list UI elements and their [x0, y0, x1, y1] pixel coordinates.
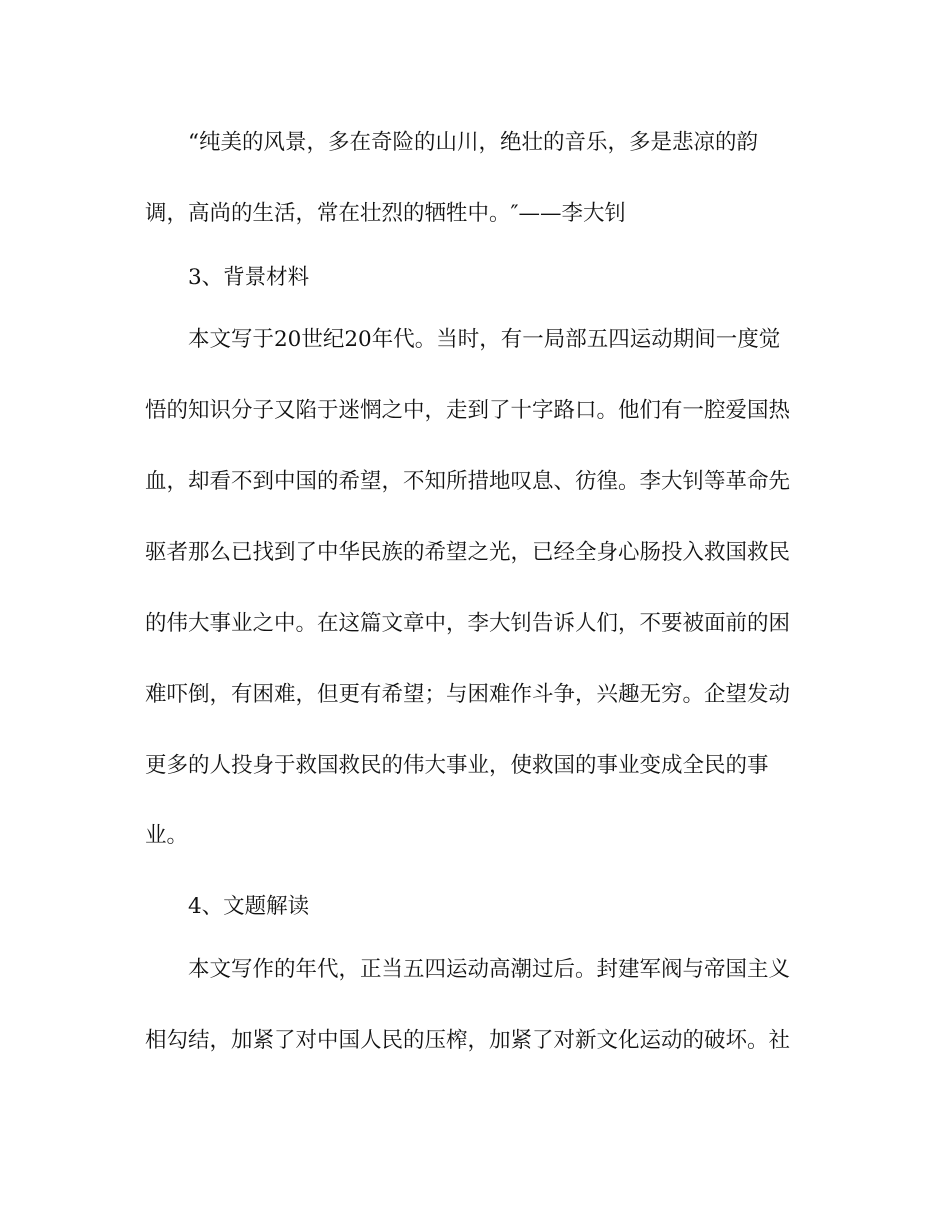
paragraph-line: 相勾结，加紧了对中国人民的压榨，加紧了对新文化运动的破坏。社: [145, 1028, 791, 1053]
paragraph-line: 的伟大事业之中。在这篇文章中，李大钊告诉人们，不要被面前的困: [145, 611, 791, 636]
paragraph-line: 本文写作的年代，正当五四运动高潮过后。封建军阀与帝国主义: [188, 957, 791, 982]
paragraph-line: 业。: [145, 823, 189, 848]
paragraph-line: 血，却看不到中国的希望，不知所措地叹息、彷徨。李大钊等革命先: [145, 469, 791, 494]
paragraph-line: 难吓倒，有困难，但更有希望；与困难作斗争，兴趣无穷。企望发动: [145, 682, 791, 707]
section-heading-title-reading: 4、文题解读: [188, 894, 310, 919]
section-heading-background: 3、背景材料: [188, 265, 310, 290]
paragraph-line: 本文写于20世纪20年代。当时，有一局部五四运动期间一度觉: [188, 327, 781, 352]
quote-line-1: “纯美的风景，多在奇险的山川，绝壮的音乐，多是悲凉的韵: [188, 130, 758, 155]
paragraph-line: 更多的人投身于救国救民的伟大事业，使救国的事业变成全民的事: [145, 753, 769, 778]
quote-line-2: 调，高尚的生活，常在壮烈的牺牲中。″——李大钊: [145, 201, 627, 226]
paragraph-line: 驱者那么已找到了中华民族的希望之光，已经全身心肠投入救国救民: [145, 540, 791, 565]
paragraph-line: 悟的知识分子又陷于迷惘之中，走到了十字路口。他们有一腔爱国热: [145, 398, 791, 423]
